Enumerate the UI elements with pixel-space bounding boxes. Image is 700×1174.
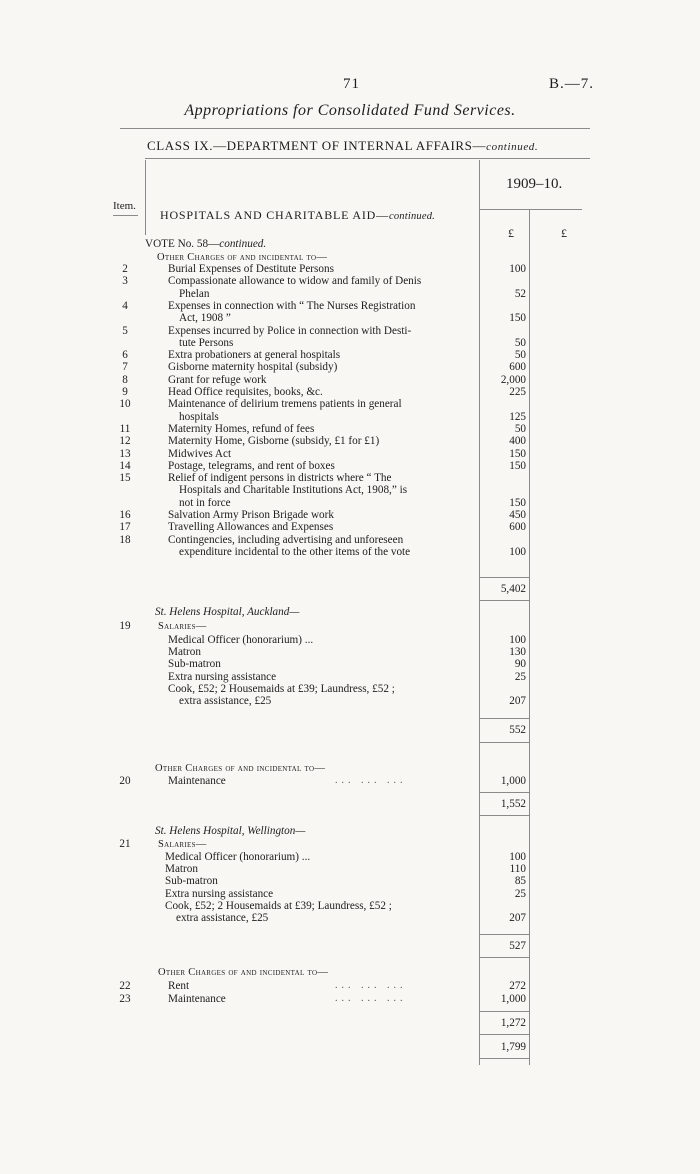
auckland-maintenance-amount: 1,000	[500, 775, 526, 787]
line-item-text: Grant for refuge work	[168, 373, 267, 386]
item-number: 23	[119, 993, 131, 1005]
item-number: 11	[119, 422, 131, 435]
line-item-amount: 125	[509, 410, 526, 423]
line-item-amount: 25	[514, 887, 526, 900]
line-item-text: extra assistance, £25	[179, 695, 272, 707]
line-item-text: Extra nursing assistance	[165, 887, 274, 900]
line-item-amount: 2,000	[500, 373, 526, 386]
line-item-text: Compassionate allowance to widow and family of Denis	[168, 275, 422, 288]
wellington-total: 1,799	[500, 1041, 526, 1053]
line-item-text: Medical Officer (honorarium) ...	[168, 634, 314, 646]
subtotal-rule	[479, 1034, 529, 1035]
line-item-amount: 207	[509, 912, 526, 924]
auckland-other-charges-heading: Other Charges of and incidental to—	[155, 763, 326, 774]
line-item-text: Postage, telegrams, and rent of boxes	[168, 459, 335, 472]
item-number: 8	[122, 373, 128, 386]
item-number: 17	[119, 521, 131, 534]
page-title: Appropriations for Consolidated Fund Services.	[184, 102, 516, 119]
section-heading	[160, 208, 435, 223]
dot-leader: ... ... ...	[335, 980, 407, 991]
item-number: 16	[119, 509, 131, 521]
vote-label-suffix: continued.	[219, 238, 267, 250]
line-item-amount: 225	[509, 386, 526, 398]
line-item-amount: 25	[514, 670, 526, 683]
document-reference: B.—7.	[549, 76, 595, 92]
line-item-text: Cook, £52; 2 Housemaids at £39; Laundress, £52 ;	[165, 899, 392, 912]
wellington-other-charges-heading: Other Charges of and incidental to—	[158, 967, 329, 978]
line-item-amount: 50	[514, 349, 526, 362]
item-number: 19	[119, 620, 131, 632]
line-item-amount: 100	[509, 634, 526, 646]
line-item-amount: 130	[509, 646, 526, 659]
line-item-text: Sub-matron	[165, 875, 218, 888]
class-heading-text: CLASS IX.—DEPARTMENT OF INTERNAL AFFAIRS—	[147, 138, 487, 153]
vote-total: 5,402	[500, 583, 526, 595]
amount-column-mid-rule	[529, 210, 530, 1065]
auckland-salaries-total: 552	[509, 724, 526, 736]
wellington-rent-label: Rent	[168, 980, 190, 992]
wellington-other-total: 1,272	[500, 1017, 526, 1029]
item-column-header: Item.	[113, 200, 136, 212]
subtotal-rule	[479, 934, 529, 935]
wellington-maintenance-amount: 1,000	[500, 993, 526, 1005]
item-number: 3	[122, 275, 128, 288]
line-item-text: Medical Officer (honorarium) ...	[165, 851, 311, 863]
item-header-rule	[113, 215, 138, 216]
wellington-heading: St. Helens Hospital, Wellington—	[155, 825, 306, 837]
auckland-salaries-heading: Salaries—	[158, 621, 207, 632]
subtotal-rule	[479, 577, 529, 578]
heading-rule	[145, 158, 590, 159]
line-item-text: Relief of indigent persons in districts where “ The	[168, 472, 392, 485]
section-heading-text: HOSPITALS AND CHARITABLE AID—	[160, 208, 389, 222]
line-item-text: Act, 1908 ”	[179, 312, 231, 325]
line-item-text: Burial Expenses of Destitute Persons	[168, 263, 334, 275]
line-item-text: Midwives Act	[168, 447, 232, 460]
line-item-text: Phelan	[179, 287, 210, 300]
line-item-text: Expenses incurred by Police in connection with Desti-	[168, 324, 412, 337]
line-item-text: Hospitals and Charitable Institutions Act, 1908,” is	[179, 484, 408, 497]
item-number: 4	[122, 299, 128, 312]
line-item-amount: 85	[514, 875, 526, 888]
line-item-text: Matron	[168, 646, 201, 659]
dot-leader: ... ... ...	[335, 993, 407, 1004]
line-item-text: Contingencies, including advertising and unforeseen	[168, 533, 404, 546]
item-number: 13	[119, 447, 131, 460]
line-item-amount: 600	[509, 361, 526, 374]
line-item-text: expenditure incidental to the other items of the vote	[179, 545, 411, 558]
page-number: 71	[343, 76, 360, 92]
item-number: 5	[122, 324, 128, 337]
line-item-amount: 50	[514, 422, 526, 435]
item-number: 6	[122, 349, 128, 362]
title-rule	[120, 128, 590, 129]
line-item-amount: 52	[514, 287, 526, 300]
line-item-text: Sub-matron	[168, 658, 221, 671]
amount-column-left-rule	[479, 160, 480, 1065]
line-item-text: Cook, £52; 2 Housemaids at £39; Laundress, £52 ;	[168, 682, 395, 695]
fiscal-year: 1909–10.	[506, 176, 563, 192]
item-column-rule	[145, 160, 146, 235]
line-item-amount: 90	[514, 658, 526, 671]
line-item-text: Extra probationers at general hospitals	[168, 349, 341, 362]
class-heading-suffix: continued.	[486, 141, 539, 153]
line-item-amount: 450	[509, 509, 526, 521]
total-rule	[479, 1058, 529, 1059]
line-item-amount: 400	[509, 435, 526, 448]
line-item-text: hospitals	[179, 410, 219, 423]
other-charges-heading: Other Charges of and incidental to—	[157, 252, 328, 263]
currency-symbol: £	[561, 226, 567, 240]
vote-label	[145, 238, 266, 251]
line-item-text: Gisborne maternity hospital (subsidy)	[168, 361, 338, 374]
wellington-salaries-heading: Salaries—	[158, 839, 207, 850]
total-rule	[479, 600, 529, 601]
subtotal-rule	[479, 792, 529, 793]
wellington-rent-amount: 272	[509, 980, 526, 992]
currency-symbol: £	[508, 226, 514, 240]
line-item-amount: 600	[509, 521, 526, 534]
item-number: 9	[122, 386, 128, 398]
year-rule	[479, 209, 582, 210]
subtotal-rule	[479, 1011, 529, 1012]
auckland-maintenance-label: Maintenance	[168, 775, 226, 787]
line-item-amount: 150	[509, 447, 526, 460]
wellington-salaries-total: 527	[509, 940, 526, 952]
item-number: 18	[119, 533, 131, 546]
line-item-amount: 150	[509, 496, 526, 509]
auckland-heading: St. Helens Hospital, Auckland—	[155, 606, 300, 618]
line-item-amount: 150	[509, 312, 526, 325]
line-item-amount: 150	[509, 459, 526, 472]
line-item-text: Maternity Home, Gisborne (subsidy, £1 for £1)	[168, 435, 380, 448]
item-number: 15	[119, 472, 131, 485]
line-item-text: Salvation Army Prison Brigade work	[168, 509, 334, 521]
line-item-text: Maternity Homes, refund of fees	[168, 422, 315, 435]
item-number: 2	[122, 263, 128, 275]
line-item-text: tute Persons	[179, 336, 234, 349]
line-item-amount: 100	[509, 263, 526, 275]
line-item-text: Travelling Allowances and Expenses	[168, 521, 334, 534]
item-number: 20	[119, 775, 131, 787]
line-item-amount: 50	[514, 336, 526, 349]
total-rule	[479, 815, 529, 816]
item-number: 12	[119, 435, 131, 448]
line-item-text: extra assistance, £25	[176, 912, 269, 924]
section-heading-suffix: continued.	[388, 211, 435, 222]
wellington-maintenance-label: Maintenance	[168, 993, 226, 1005]
line-item-text: Expenses in connection with “ The Nurses Registration	[168, 299, 416, 312]
line-item-amount: 207	[509, 695, 526, 707]
item-number: 21	[119, 838, 131, 850]
line-item-text: Extra nursing assistance	[168, 670, 277, 683]
line-item-text: Matron	[165, 863, 198, 876]
line-item-text: Maintenance of delirium tremens patients in general	[168, 398, 402, 411]
line-item-text: not in force	[179, 496, 231, 509]
total-rule	[479, 742, 529, 743]
vote-label-text: VOTE No. 58—	[145, 238, 220, 250]
line-item-amount: 100	[509, 851, 526, 863]
line-item-amount: 100	[509, 545, 526, 558]
class-heading	[147, 138, 538, 154]
total-rule	[479, 957, 529, 958]
item-number: 7	[122, 361, 128, 374]
subtotal-rule	[479, 718, 529, 719]
dot-leader: ... ... ...	[335, 775, 407, 786]
line-item-text: Head Office requisites, books, &c.	[168, 386, 323, 398]
line-item-amount: 110	[509, 863, 526, 876]
auckland-total: 1,552	[500, 798, 526, 810]
item-number: 22	[119, 980, 131, 992]
item-number: 10	[119, 398, 131, 411]
item-number: 14	[119, 459, 131, 472]
